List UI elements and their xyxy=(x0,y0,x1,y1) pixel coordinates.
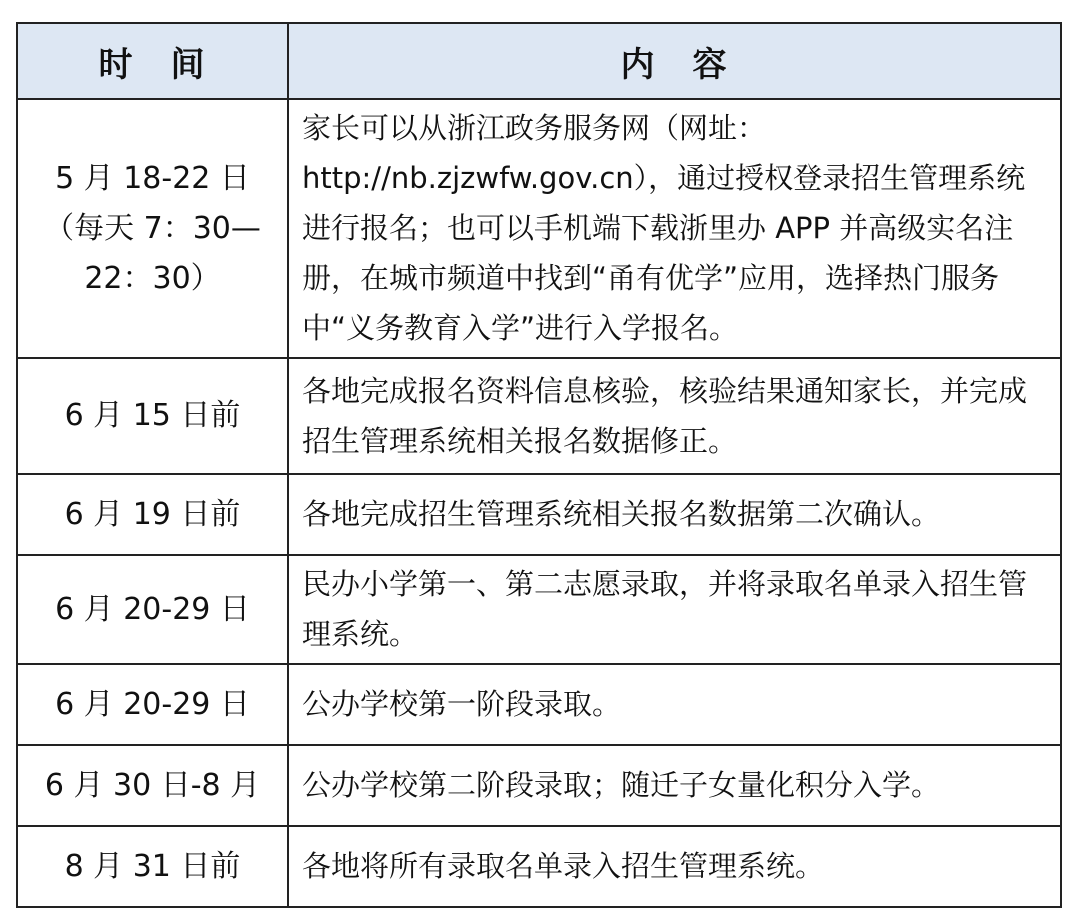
admission-schedule-table xyxy=(16,22,1062,908)
time-line: 5 月 18-22 日 xyxy=(55,160,250,196)
table-row xyxy=(17,745,1061,826)
time-cell xyxy=(17,474,288,555)
time-cell xyxy=(17,99,288,358)
content-cell: 各地将所有录取名单录入招生管理系统。 xyxy=(288,826,1061,907)
content-cell: 各地完成招生管理系统相关报名数据第二次确认。 xyxy=(288,474,1061,555)
table-row xyxy=(17,826,1061,907)
content-cell: 公办学校第一阶段录取。 xyxy=(288,664,1061,745)
table-row xyxy=(17,555,1061,664)
content-cell: 各地完成报名资料信息核验，核验结果通知家长，并完成招生管理系统相关报名数据修正。 xyxy=(288,358,1061,474)
time-line: 6 月 15 日前 xyxy=(64,398,241,433)
table-row xyxy=(17,358,1061,474)
time-cell xyxy=(17,358,288,474)
time-line: 6 月 19 日前 xyxy=(64,496,241,532)
content-cell: 公办学校第二阶段录取；随迁子女量化积分入学。 xyxy=(288,745,1061,826)
table-row xyxy=(17,474,1061,555)
time-cell xyxy=(17,664,288,745)
time-line: 6 月 30 日-8 月 xyxy=(44,767,261,803)
time-line: 8 月 31 日前 xyxy=(64,848,241,884)
content-cell: 民办小学第一、第二志愿录取，并将录取名单录入招生管理系统。 xyxy=(288,555,1061,664)
time-line: 6 月 20-29 日 xyxy=(55,686,250,722)
time-line: （每天 7：30— xyxy=(44,210,261,246)
time-cell xyxy=(17,745,288,826)
table-row xyxy=(17,99,1061,358)
content-cell: 家长可以从浙江政务服务网（网址：http://nb.zjzwfw.gov.cn），通过授权登录招生管理系统进行报名；也可以手机端下载浙里办 APP 并高级实名注册，在城市频道中找到“甬有优学”应用，选择热门服务中“义务教育入学”进行入学报名。 xyxy=(288,99,1061,358)
header-content: 内 容 xyxy=(288,23,1061,99)
time-line: 22：30） xyxy=(84,260,221,296)
table-row xyxy=(17,664,1061,745)
time-cell xyxy=(17,826,288,907)
time-line: 6 月 20-29 日 xyxy=(55,591,250,627)
time-cell xyxy=(17,555,288,664)
table-header-row xyxy=(17,23,1061,99)
header-time: 时 间 xyxy=(17,23,288,99)
